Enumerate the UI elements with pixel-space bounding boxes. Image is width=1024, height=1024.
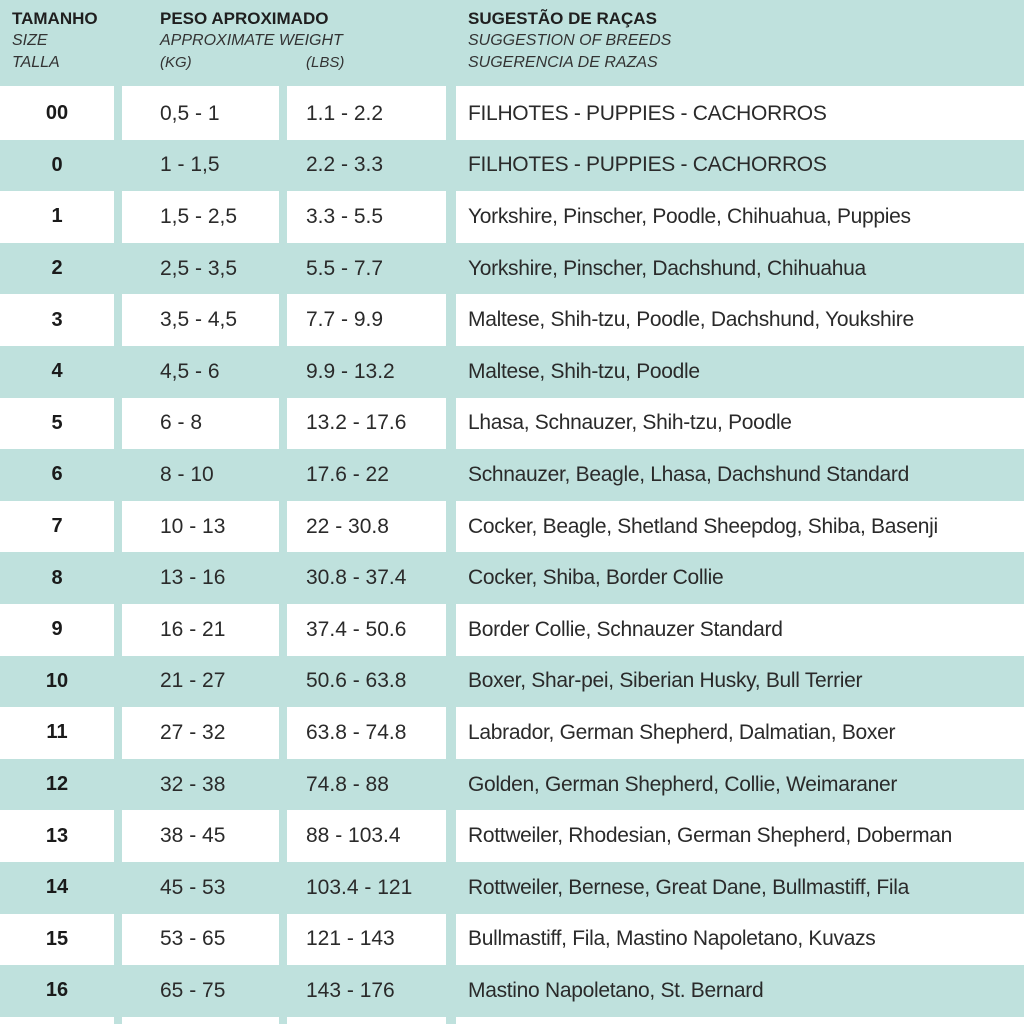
weight-lbs-cell: 74.8 - 88 [306,772,389,796]
table-header [0,0,1024,86]
header-unit-lbs: (LBS) [306,54,345,71]
size-cell: 14 [45,876,69,899]
weight-lbs-cell: 17.6 - 22 [306,462,389,486]
weight-kg-cell: 21 - 27 [160,669,226,693]
breeds-cell: Golden, German Shepherd, Collie, Weimaraner [468,772,898,796]
breeds-cell: Maltese, Shih-tzu, Poodle [468,359,700,383]
header-size [12,8,98,74]
weight-lbs-cell: 30.8 - 37.4 [306,566,407,590]
size-cell: 3 [51,308,63,331]
weight-kg-cell: 3,5 - 4,5 [160,308,238,332]
weight-lbs-cell: 1.1 - 2.2 [306,101,384,125]
weight-kg-cell: 65 - 75 [160,978,226,1002]
weight-kg-cell: 32 - 38 [160,772,226,796]
weight-lbs-cell: 7.7 - 9.9 [306,308,384,332]
size-cell: 0 [51,153,63,176]
table-row [0,501,1024,553]
size-cell: 15 [45,927,69,950]
table-row [0,707,1024,759]
size-cell: 5 [51,411,63,434]
size-cell: 11 [46,721,68,744]
breeds-cell: Labrador, German Shepherd, Dalmatian, Boxer [468,720,896,744]
weight-lbs-cell: 121 - 143 [306,927,395,951]
table-row [0,759,1024,811]
table-body [0,88,1024,1017]
weight-lbs-cell: 63.8 - 74.8 [306,720,407,744]
table-row [0,604,1024,656]
header-breeds-pt: SUGESTÃO DE RAÇAS [468,9,657,28]
weight-lbs-cell: 5.5 - 7.7 [306,256,384,280]
breeds-cell: FILHOTES - PUPPIES - CACHORROS [468,101,827,125]
header-weight [160,8,343,74]
size-cell: 6 [51,463,63,486]
size-cell: 13 [45,824,69,847]
size-cell: 4 [51,360,63,383]
table-row [0,862,1024,914]
table-row [0,294,1024,346]
table-row [0,810,1024,862]
header-weight-pt: PESO APROXIMADO [160,9,329,28]
header-weight-en: APPROXIMATE WEIGHT [160,32,343,49]
size-cell: 12 [45,773,69,796]
breeds-cell: Rottweiler, Rhodesian, German Shepherd, Doberman [468,824,953,848]
weight-kg-cell: 27 - 32 [160,720,226,744]
header-size-en: SIZE [12,32,48,49]
weight-lbs-cell: 3.3 - 5.5 [306,204,384,228]
breeds-cell: Maltese, Shih-tzu, Poodle, Dachshund, Youkshire [468,308,914,332]
size-cell: 9 [51,618,63,641]
weight-lbs-cell: 9.9 - 13.2 [306,359,395,383]
size-cell: 00 [45,102,69,125]
size-cell: 10 [45,669,69,692]
table-row [0,656,1024,708]
table-row [0,398,1024,450]
weight-kg-cell: 4,5 - 6 [160,359,220,383]
breeds-cell: Lhasa, Schnauzer, Shih-tzu, Poodle [468,411,792,435]
size-cell: 16 [45,979,69,1002]
header-breeds-en: SUGGESTION OF BREEDS [468,32,672,49]
breeds-cell: Yorkshire, Pinscher, Dachshund, Chihuahua [468,256,866,280]
weight-kg-cell: 53 - 65 [160,927,226,951]
table-row [0,243,1024,295]
breeds-cell: Yorkshire, Pinscher, Poodle, Chihuahua, Puppies [468,204,911,228]
table-row [0,346,1024,398]
size-cell: 2 [51,257,63,280]
header-unit-kg: (KG) [160,54,192,71]
weight-lbs-cell: 37.4 - 50.6 [306,617,407,641]
header-breeds [468,8,671,74]
weight-kg-cell: 6 - 8 [160,411,203,435]
table-row [0,140,1024,192]
weight-kg-cell: 1 - 1,5 [160,153,220,177]
breeds-cell: Mastino Napoletano, St. Bernard [468,978,764,1002]
weight-lbs-cell: 2.2 - 3.3 [306,153,384,177]
weight-kg-cell: 2,5 - 3,5 [160,256,238,280]
weight-lbs-cell: 88 - 103.4 [306,824,401,848]
breeds-cell: Schnauzer, Beagle, Lhasa, Dachshund Standard [468,462,909,486]
weight-lbs-cell: 13.2 - 17.6 [306,411,407,435]
size-cell: 1 [51,205,63,228]
table-row [0,965,1024,1017]
breeds-cell: Cocker, Beagle, Shetland Sheepdog, Shiba, Basenji [468,514,938,538]
weight-kg-cell: 13 - 16 [160,566,226,590]
breeds-cell: Cocker, Shiba, Border Collie [468,566,724,590]
breeds-cell: Boxer, Shar-pei, Siberian Husky, Bull Terrier [468,669,863,693]
weight-kg-cell: 38 - 45 [160,824,226,848]
header-breeds-es: SUGERENCIA DE RAZAS [468,54,658,71]
weight-kg-cell: 8 - 10 [160,462,214,486]
weight-kg-cell: 0,5 - 1 [160,101,220,125]
table-row [0,552,1024,604]
weight-kg-cell: 10 - 13 [160,514,226,538]
table-row [0,88,1024,140]
header-weight-units [160,52,343,74]
weight-lbs-cell: 103.4 - 121 [306,875,413,899]
breeds-cell: Rottweiler, Bernese, Great Dane, Bullmastiff, Fila [468,875,909,899]
table-row [0,449,1024,501]
size-cell: 7 [51,515,63,538]
table-row [0,914,1024,966]
size-cell: 8 [51,566,63,589]
breeds-cell: Border Collie, Schnauzer Standard [468,617,783,641]
weight-lbs-cell: 143 - 176 [306,978,395,1002]
header-size-pt: TAMANHO [12,9,98,28]
weight-kg-cell: 1,5 - 2,5 [160,204,238,228]
header-size-es: TALLA [12,54,60,71]
breeds-cell: Bullmastiff, Fila, Mastino Napoletano, Kuvazs [468,927,876,951]
weight-kg-cell: 45 - 53 [160,875,226,899]
weight-lbs-cell: 22 - 30.8 [306,514,389,538]
table-row [0,191,1024,243]
weight-kg-cell: 16 - 21 [160,617,226,641]
breeds-cell: FILHOTES - PUPPIES - CACHORROS [468,153,827,177]
weight-lbs-cell: 50.6 - 63.8 [306,669,407,693]
